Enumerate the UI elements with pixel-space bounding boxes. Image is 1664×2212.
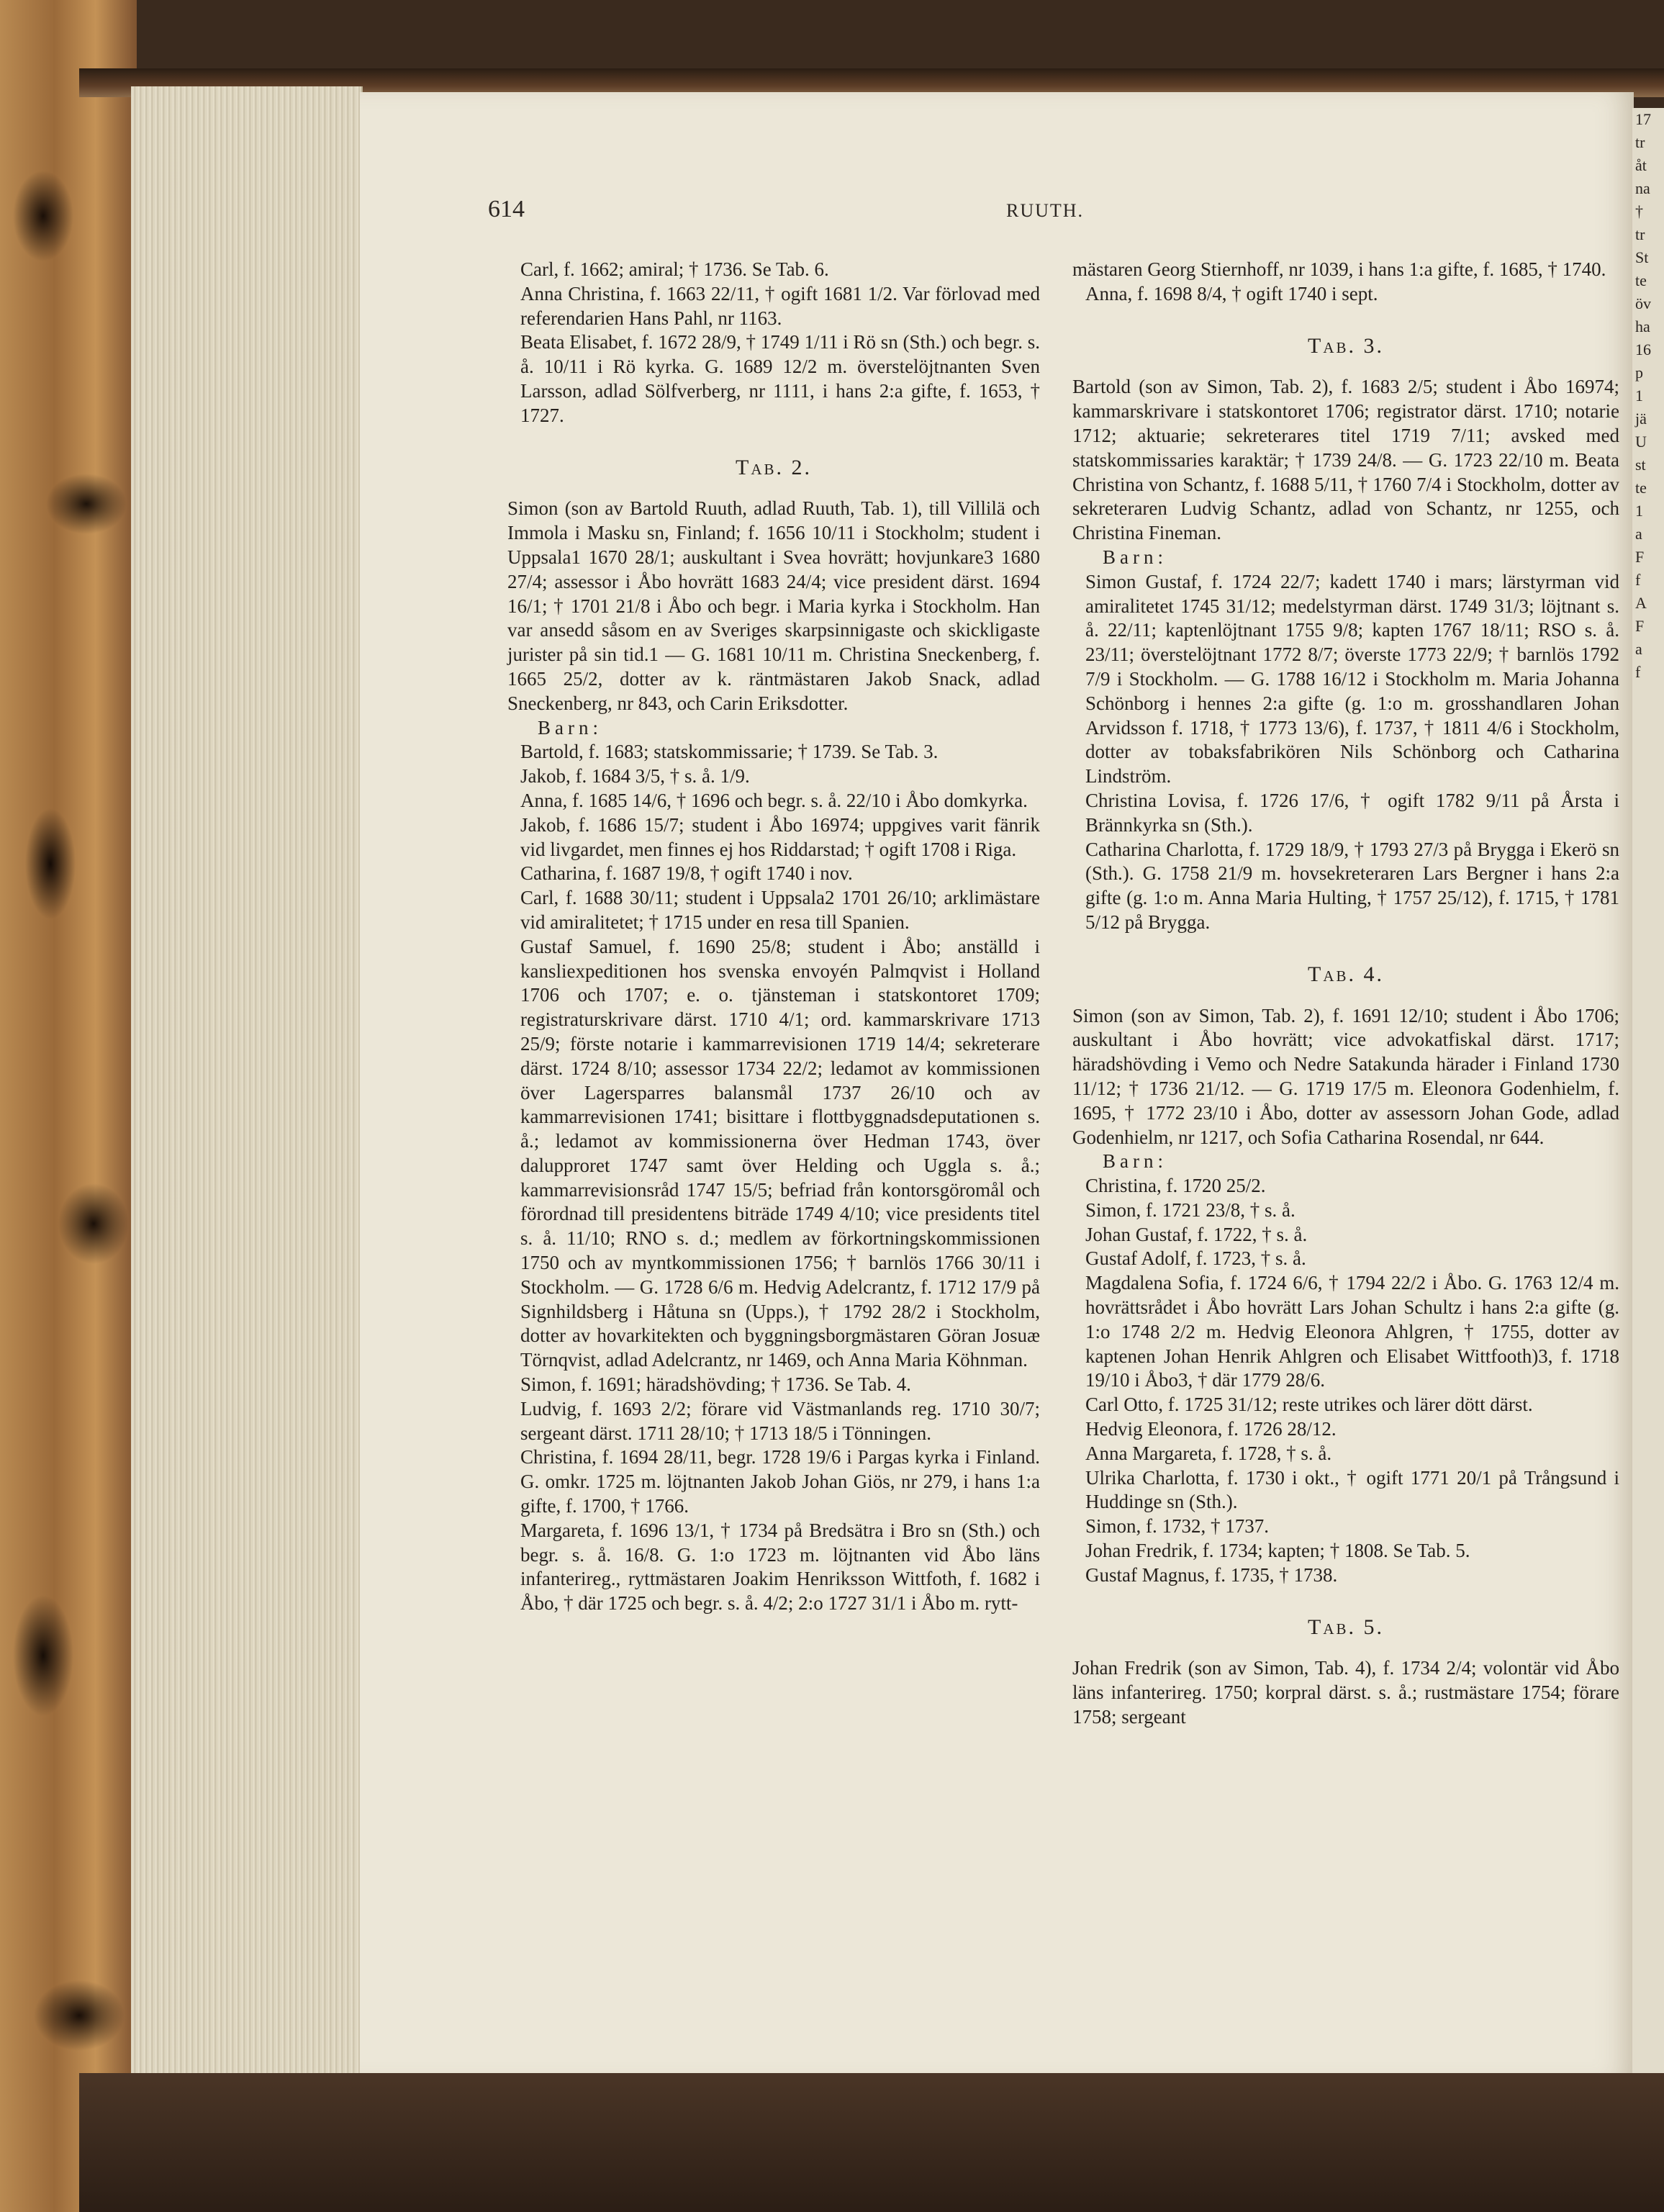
entry-paragraph: Bartold, f. 1683; statskommissarie; † 1739. Se Tab. 3. [520, 741, 939, 763]
page-edges [131, 86, 363, 2073]
facing-page-fragment: F [1635, 548, 1645, 566]
page-number: 614 [488, 196, 525, 222]
table-heading: Tab. 4. [1308, 962, 1384, 986]
facing-page-fragment: te [1635, 479, 1647, 497]
entry-paragraph: Simon (son av Bartold Ruuth, adlad Ruuth, Tab. 1), till Villilä och Immola i Masku sn, Finland; f. 1656 10/11 i Stockholm; student i Uppsala1 1670 28/1; auskultant i Svea hovrätt; hovjunkare3 1680 27/4; assessor i Åbo hovrätt 1683 24/4; vice president därst. 1694 16/1; † 1701 21/8 i Åbo och begr. i Maria kyrka i Stockholm. Han var ansedd såsom en av Sveriges skarpsinnigaste och skickligaste jurister på sin tid.1 — G. 1681 10/11 m. Christina Sneckenberg, f. 1665 25/2, dotter av k. räntmästaren Jakob Snack, adlad Sneckenberg, nr 843, och Carin Eriksdotter. [507, 497, 1040, 714]
book-binding [0, 0, 137, 2212]
facing-page-fragment: jä [1635, 410, 1647, 428]
entry-paragraph: Hedvig Eleonora, f. 1726 28/12. [1085, 1418, 1337, 1440]
entry-paragraph: Jakob, f. 1686 15/7; student i Åbo 16974; uppgives varit fänrik vid livgardet, men finnes ej hos Riddarstad; † ogift 1708 i Riga. [520, 813, 1040, 860]
entry-paragraph: Ulrika Charlotta, f. 1730 i okt., † ogift 1771 20/1 på Trångsund i Huddinge sn (Sth.). [1085, 1466, 1619, 1513]
entry-paragraph: Beata Elisabet, f. 1672 28/9, † 1749 1/11 i Rö sn (Sth.) och begr. s. å. 10/11 i Rö kyrka. G. 1689 12/2 m. överstelöjtnanten Sven Larsson, adlad Sölfverberg, nr 1111, i hans 2:a gifte, f. 1653, † 1727. [520, 331, 1040, 426]
entry-paragraph: Magdalena Sofia, f. 1724 6/6, † 1794 22/2 i Åbo. G. 1763 12/4 m. hovrättsrådet i Åbo hovrätt Lars Johan Schultz i hans 2:a gifte (g. 1:o 1748 2/2 m. Hedvig Eleonora Ahlgren, † 1755, dotter av kaptenen Johan Henrik Ahlgren och Elisabet Wittfooth)3, f. 1718 19/10 i Åbo3, † där 1779 28/6. [1085, 1272, 1619, 1391]
facing-page-fragment: a [1635, 525, 1642, 543]
facing-page-fragment: U [1635, 433, 1647, 451]
entry-paragraph: Carl Otto, f. 1725 31/12; reste utrikes och lärer dött därst. [1085, 1394, 1533, 1416]
table-heading: Tab. 5. [1308, 1615, 1384, 1639]
running-title: RUUTH. [1006, 200, 1085, 221]
entry-paragraph: Simon, f. 1721 23/8, † s. å. [1085, 1198, 1296, 1221]
facing-page-fragment: a [1635, 640, 1642, 658]
table-heading: Tab. 2. [736, 455, 812, 479]
entry-paragraph: Jakob, f. 1684 3/5, † s. å. 1/9. [520, 765, 750, 787]
facing-page-fragment: öv [1635, 294, 1651, 312]
facing-page-fragment: tr [1635, 133, 1645, 151]
entry-paragraph: Bartold (son av Simon, Tab. 2), f. 1683 2/5; student i Åbo 16974; kammarskrivare i statskontoret 1706; registrator därst. 1710; notarie 1712; aktuarie; sekreterares titel 1719 7/11; avsked med statskommissaries karaktär; † 1739 24/8. — G. 1723 22/10 m. Beata Christina von Schantz, f. 1688 5/11, † 1760 7/4 i Stockholm, dotter av sekreteraren Ludvig Schantz, adlad von Schantz, nr 1255, och Christina Fineman. [1072, 376, 1619, 544]
entry-paragraph: Johan Gustaf, f. 1722, † s. å. [1085, 1223, 1308, 1245]
children-heading: Barn: [1103, 546, 1167, 568]
facing-page-fragment: na [1635, 179, 1650, 197]
facing-page-fragment: 17 [1635, 110, 1651, 128]
entry-paragraph: Gustaf Magnus, f. 1735, † 1738. [1085, 1563, 1338, 1586]
facing-page-fragment: F [1635, 617, 1645, 635]
entry-paragraph: Johan Fredrik (son av Simon, Tab. 4), f. 1734 2/4; volontär vid Åbo läns infanterireg. 1750; korpral därst. s. å.; rustmästare 1754; förare 1758; sergeant [1072, 1657, 1619, 1728]
entry-paragraph: Simon, f. 1732, † 1737. [1085, 1515, 1270, 1538]
facing-page-fragment: A [1635, 594, 1647, 612]
facing-page-fragment: p [1635, 364, 1643, 382]
entry-paragraph: Christina, f. 1720 25/2. [1085, 1175, 1266, 1197]
entry-paragraph: Gustaf Samuel, f. 1690 25/8; student i Åbo; anställd i kansliexpeditionen hos svenska envoyén Palmqvist i Holland 1706 och 1707; e. o. tjänsteman i statskontoret 1709; registraturskrivare därst. 1710 4/1; ord. kammarskrivare 1713 25/9; förste notarie i kammarrevisionen 1719 14/4; sekreterare därst. 1724 8/10; assessor 1734 22/2; ledamot av kommissionen över Lagersparres balansmål 1737 26/10 och av kammarrevisionen 1741; bisittare i flottbyggnadsdeputationen s. å.; ledamot av kommissionerna över Hedman 1743, över dalupproret 1747 samt över Helding och Uggla s. å.; kammarrevisionsråd 1747 15/5; befriad från kontorsgöromål och förordnad till presidentens biträde 1749 4/10; vice presidents titel s. å. 11/10; RNO s. d.; medlem av förkortningskommissionen 1750 och av myntkommissionen 1756; † barnlös 1766 30/11 i Stockholm. — G. 1728 6/6 m. Hedvig Adelcrantz, f. 1712 17/9 på Signhildsberg i Håtuna sn (Upps.), † 1792 28/2 i Stockholm, dotter av hovarkitekten och byggningsborgmästaren Göran Josuæ Törnqvist, adlad Adelcrantz, nr 1469, och Anna Maria Köhnman. [520, 935, 1040, 1371]
left-column [507, 258, 1040, 1616]
facing-page-fragment: f [1635, 571, 1641, 589]
facing-page-edge [1632, 108, 1664, 2095]
entry-paragraph: Anna, f. 1685 14/6, † 1696 och begr. s. å. 22/10 i Åbo domkyrka. [520, 789, 1028, 811]
facing-page-fragment: 1 [1635, 502, 1643, 520]
facing-page-fragment: ha [1635, 317, 1650, 335]
facing-page-fragment: f [1635, 663, 1641, 681]
entry-paragraph: Anna Christina, f. 1663 22/11, † ogift 1681 1/2. Var förlovad med referendarien Hans Pahl, nr 1163. [520, 282, 1040, 329]
entry-paragraph: Carl, f. 1662; amiral; † 1736. Se Tab. 6. [520, 258, 829, 280]
entry-paragraph: Gustaf Adolf, f. 1723, † s. å. [1085, 1247, 1306, 1270]
entry-paragraph: Anna, f. 1698 8/4, † ogift 1740 i sept. [1085, 282, 1378, 304]
table-heading: Tab. 3. [1308, 333, 1384, 358]
facing-page-fragment: 16 [1635, 340, 1651, 358]
book-bottom [79, 2073, 1664, 2212]
entry-paragraph: Catharina, f. 1687 19/8, † ogift 1740 i nov. [520, 862, 853, 885]
right-column [1072, 258, 1619, 1730]
entry-paragraph: Simon, f. 1691; häradshövding; † 1736. Se Tab. 4. [520, 1373, 911, 1396]
facing-page-fragment: st [1635, 456, 1646, 474]
facing-page-fragment: 1 [1635, 387, 1643, 405]
facing-page-fragment: åt [1635, 156, 1647, 174]
entry-paragraph: Christina, f. 1694 28/11, begr. 1728 19/6 i Pargas kyrka i Finland. G. omkr. 1725 m. löjtnanten Jakob Johan Giös, nr 279, i hans 1:a gifte, f. 1700, † 1766. [520, 1446, 1040, 1517]
entry-paragraph: mästaren Georg Stiernhoff, nr 1039, i hans 1:a gifte, f. 1685, † 1740. [1072, 258, 1606, 280]
facing-page-fragment: te [1635, 271, 1647, 289]
entry-paragraph: Margareta, f. 1696 13/1, † 1734 på Bredsätra i Bro sn (Sth.) och begr. s. å. 16/8. G. 1:o 1723 m. löjtnanten vid Åbo läns infanterireg., ryttmästaren Joakim Henriksson Wittfoth, f. 1682 i Åbo, † där 1725 och begr. s. å. 4/2; 2:o 1727 31/1 i Åbo m. rytt- [520, 1519, 1040, 1615]
entry-paragraph: Ludvig, f. 1693 2/2; förare vid Västmanlands reg. 1710 30/7; sergeant därst. 1711 28/10; † 1713 18/5 i Tönningen. [520, 1397, 1040, 1444]
entry-paragraph: Anna Margareta, f. 1728, † s. å. [1085, 1442, 1332, 1464]
entry-paragraph: Simon Gustaf, f. 1724 22/7; kadett 1740 i mars; lärstyrman vid amiralitetet 1745 31/12; medelstyrman därst. 1749 31/3; löjtnant s. å. 22/11; kaptenlöjtnant 1755 9/8; kapten 1767 18/11; RSO s. å. 23/11; överstelöjtnant 1772 8/7; överste 1773 22/9; † barnlös 1792 7/9 i Stockholm. — G. 1788 16/12 i Stockholm m. Maria Johanna Schönborg i hennes 2:a gifte (g. 1:o m. grosshandlaren Johan Arvidsson f. 1718, † 1773 13/6), f. 1737, † 1811 4/6 i Stockholm, dotter av tobaksfabrikören Nils Schönborg och Catharina Lindström. [1085, 570, 1619, 787]
entry-paragraph: Christina Lovisa, f. 1726 17/6, † ogift 1782 9/11 på Årsta i Brännkyrka sn (Sth.). [1085, 789, 1619, 836]
facing-page-fragment: † [1635, 202, 1643, 220]
entry-paragraph: Carl, f. 1688 30/11; student i Uppsala2 1701 26/10; arklimästare vid amiralitetet; † 1715 under en resa till Spanien. [520, 887, 1040, 933]
entry-paragraph: Catharina Charlotta, f. 1729 18/9, † 1793 27/3 på Brygga i Ekerö sn (Sth.). G. 1758 21/9 m. hovsekreteraren Lars Bergner i hans 2:a gifte (g. 1:o m. Anna Maria Hulting, † 1757 25/12), f. 1715, † 1781 5/12 på Brygga. [1085, 838, 1619, 933]
facing-page-fragment: tr [1635, 225, 1645, 243]
page-header [488, 196, 1618, 225]
entry-paragraph: Simon (son av Simon, Tab. 2), f. 1691 12/10; student i Åbo 1706; auskultant i Åbo hovrätt; vice advokatfiskal därst. 1717; häradshövding i Vemo och Nedre Satakunda härader i Finland 1730 11/12; † 1736 21/12. — G. 1719 17/5 m. Eleonora Godenhielm, f. 1695, † 1772 23/10 i Åbo, dotter av assessorn Johan Gode, adlad Godenhielm, nr 1217, och Sofia Catharina Rosendal, nr 644. [1072, 1004, 1619, 1148]
facing-page-fragment: St [1635, 248, 1649, 266]
children-heading: Barn: [1103, 1150, 1167, 1173]
entry-paragraph: Johan Fredrik, f. 1734; kapten; † 1808. Se Tab. 5. [1085, 1540, 1470, 1562]
children-heading: Barn: [538, 716, 602, 739]
